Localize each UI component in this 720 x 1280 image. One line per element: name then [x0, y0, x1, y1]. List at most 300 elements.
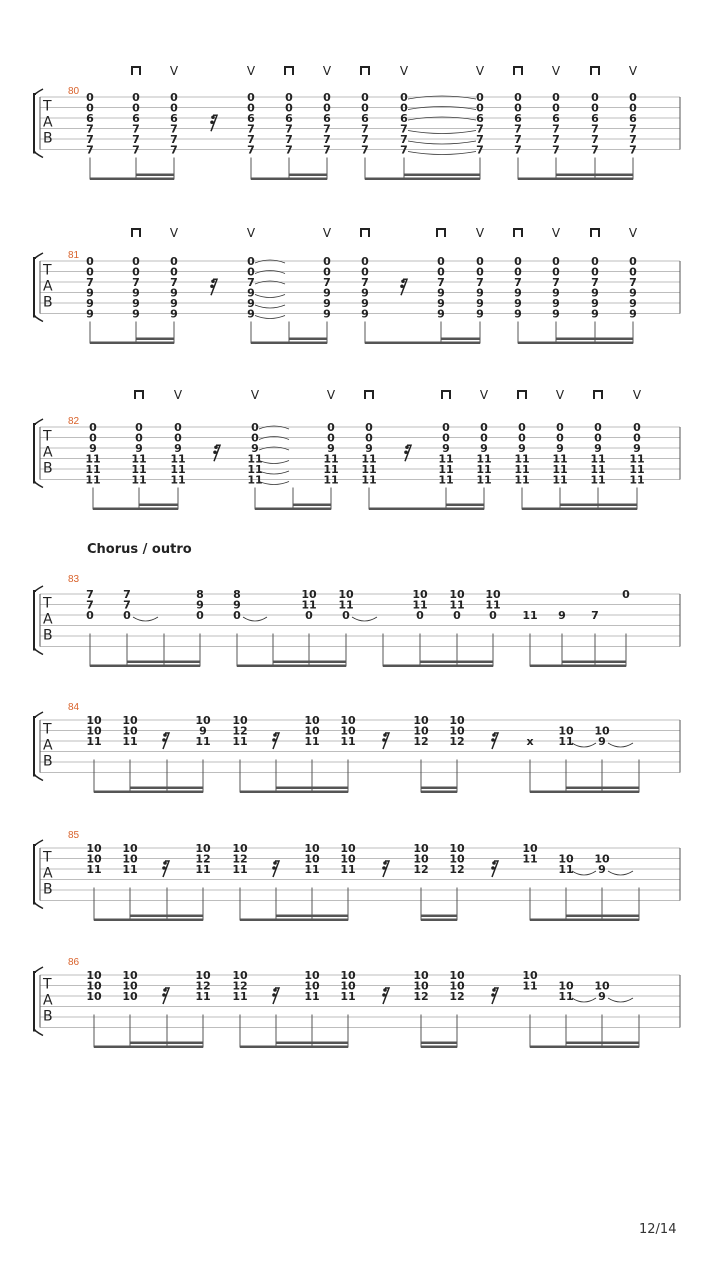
fret-number: 0 [327, 431, 335, 445]
fret-number: 12 [449, 863, 465, 876]
tab-letter-t: T [43, 98, 52, 115]
fret-number: 11 [131, 463, 147, 476]
fret-number: 9 [361, 307, 369, 321]
fret-number: 6 [86, 112, 94, 125]
fret-number: 0 [518, 421, 526, 434]
fret-number: 11 [340, 990, 356, 1003]
fret-number: 7 [247, 133, 255, 146]
fret-number: 11 [522, 852, 538, 866]
fret-number: 11 [323, 452, 339, 466]
downstroke-icon [285, 67, 293, 75]
fret-number: 7 [285, 143, 293, 157]
fret-number: 7 [514, 122, 522, 136]
bar-number: 84 [68, 702, 80, 713]
downstroke-icon [518, 391, 526, 399]
fret-number: 11 [131, 452, 147, 466]
fret-number: 7 [476, 122, 484, 136]
tab-system-83 [34, 542, 680, 667]
fret-number: 10 [122, 714, 138, 727]
fret-number: 0 [514, 265, 522, 279]
fret-number: 11 [195, 863, 211, 876]
fret-number: 0 [476, 265, 484, 279]
fret-number: 11 [438, 463, 454, 476]
fret-number: 0 [591, 101, 599, 115]
fret-number: 7 [476, 143, 484, 157]
fret-number: 9 [327, 442, 335, 455]
fret-number: 10 [413, 724, 429, 738]
tab-system-81 [34, 226, 680, 344]
downstroke-icon [591, 67, 599, 75]
fret-number: 0 [629, 255, 637, 268]
fret-number: 7 [591, 143, 599, 157]
fret-number: 10 [522, 842, 538, 855]
fret-number: 0 [251, 431, 259, 445]
fret-number: 9 [323, 307, 331, 321]
fret-number: 0 [132, 101, 140, 115]
fret-number: 7 [86, 588, 94, 601]
fret-number: 11 [122, 863, 138, 876]
fret-number: 0 [480, 421, 488, 434]
fret-number: 11 [590, 473, 606, 487]
fret-number: 0 [233, 609, 241, 622]
fret-number: 10 [304, 724, 320, 738]
fret-number: 10 [594, 979, 610, 993]
fret-number: 7 [170, 122, 178, 136]
fret-number: 7 [132, 143, 140, 157]
fret-number: 11 [131, 473, 147, 487]
fret-number: 11 [361, 452, 377, 466]
fret-number: 9 [476, 307, 484, 321]
fret-number: 11 [340, 735, 356, 748]
fret-number: 0 [552, 255, 560, 268]
fret-number: 0 [342, 609, 350, 622]
fret-number: 10 [558, 852, 574, 866]
fret-number: 9 [437, 286, 445, 300]
fret-number: 0 [518, 431, 526, 445]
fret-number: 9 [514, 307, 522, 321]
fret-number: 6 [323, 112, 331, 125]
fret-number: 7 [629, 133, 637, 146]
upstroke-icon: V [551, 64, 561, 78]
fret-number: 7 [361, 276, 369, 289]
fret-number: 6 [361, 112, 369, 125]
fret-number: 0 [594, 421, 602, 434]
fret-number: 9 [552, 307, 560, 321]
upstroke-icon: V [322, 226, 332, 240]
fret-number: 7 [552, 143, 560, 157]
downstroke-icon [437, 229, 445, 237]
fret-number: 7 [285, 133, 293, 146]
fret-number: 7 [591, 276, 599, 289]
fret-number: 6 [591, 112, 599, 125]
fret-number: 0 [629, 101, 637, 115]
fret-number: 10 [449, 979, 465, 993]
fret-number: 10 [86, 724, 102, 738]
fret-number: 10 [304, 842, 320, 855]
fret-number: 10 [232, 969, 248, 982]
fret-number: 9 [170, 307, 178, 321]
fret-number: 11 [304, 990, 320, 1003]
fret-number: 10 [412, 588, 428, 601]
fret-number: 11 [558, 863, 574, 876]
fret-number: 9 [552, 297, 560, 310]
fret-number: 7 [86, 276, 94, 289]
section-heading: Chorus / outro [87, 542, 192, 557]
fret-number: 0 [174, 431, 182, 445]
fret-number: 0 [170, 101, 178, 115]
fret-number: 7 [552, 133, 560, 146]
fret-number: 10 [86, 714, 102, 727]
fret-number: 10 [449, 852, 465, 866]
fret-number: 0 [365, 431, 373, 445]
fret-number: 11 [122, 735, 138, 748]
fret-number: 12 [413, 863, 429, 876]
fret-number: 7 [86, 598, 94, 612]
fret-number: 7 [170, 276, 178, 289]
upstroke-icon: V [326, 388, 336, 402]
fret-number: 6 [285, 112, 293, 125]
fret-number: 9 [174, 442, 182, 455]
fret-number: 0 [400, 101, 408, 115]
upstroke-icon: V [246, 226, 256, 240]
fret-number: 10 [301, 588, 317, 601]
fret-number: 0 [476, 91, 484, 104]
upstroke-icon: V [399, 64, 409, 78]
upstroke-icon: V [628, 226, 638, 240]
fret-number: 12 [232, 724, 248, 738]
fret-number: 8 [196, 588, 204, 601]
fret-number: 11 [412, 598, 428, 612]
fret-number: 7 [86, 122, 94, 136]
fret-number: 9 [591, 297, 599, 310]
fret-number: 7 [591, 133, 599, 146]
fret-number: 11 [340, 863, 356, 876]
fret-number: 0 [361, 265, 369, 279]
tab-letter-a: A [43, 278, 53, 295]
upstroke-icon: V [479, 388, 489, 402]
fret-number: 10 [195, 842, 211, 855]
fret-number: 11 [552, 452, 568, 466]
fret-number: 0 [629, 91, 637, 104]
fret-number: 0 [361, 255, 369, 268]
fret-number: 6 [170, 112, 178, 125]
fret-number: 7 [437, 276, 445, 289]
fret-number: 0 [135, 431, 143, 445]
fret-number: 0 [453, 609, 461, 622]
fret-number: 7 [476, 276, 484, 289]
fret-number: 11 [304, 863, 320, 876]
fret-number: 0 [86, 265, 94, 279]
fret-number: 11 [86, 863, 102, 876]
fret-number: 0 [622, 588, 630, 601]
tab-letter-a: A [43, 611, 53, 628]
fret-number: 9 [361, 297, 369, 310]
fret-number: 9 [199, 724, 207, 738]
fret-number: 9 [591, 307, 599, 321]
fret-number: 0 [476, 101, 484, 115]
tab-letter-b: B [43, 1008, 53, 1025]
fret-number: 0 [251, 421, 259, 434]
fret-number: 0 [556, 431, 564, 445]
fret-number: 9 [247, 297, 255, 310]
fret-number: 9 [170, 286, 178, 300]
fret-number: 10 [340, 979, 356, 993]
fret-number: 9 [132, 286, 140, 300]
fret-number: 10 [86, 990, 102, 1003]
fret-number: 0 [594, 431, 602, 445]
fret-number: 11 [247, 463, 263, 476]
fret-number: 11 [476, 463, 492, 476]
fret-number: 0 [132, 91, 140, 104]
tab-letter-t: T [43, 595, 52, 612]
fret-number: 10 [195, 714, 211, 727]
fret-number: 7 [123, 598, 131, 612]
fret-number: 0 [323, 91, 331, 104]
fret-number: 0 [591, 91, 599, 104]
fret-number: 7 [247, 276, 255, 289]
fret-number: 9 [594, 442, 602, 455]
fret-number: 10 [86, 969, 102, 982]
fret-number: 7 [361, 122, 369, 136]
fret-number: 7 [476, 133, 484, 146]
fret-number: 0 [591, 255, 599, 268]
tab-letter-b: B [43, 627, 53, 644]
fret-number: 0 [361, 91, 369, 104]
fret-number: 9 [556, 442, 564, 455]
fret-number: 11 [247, 473, 263, 487]
fret-number: 9 [518, 442, 526, 455]
fret-number: 9 [437, 297, 445, 310]
fret-number: 10 [340, 852, 356, 866]
fret-number: 0 [552, 265, 560, 279]
fret-number: 11 [514, 452, 530, 466]
fret-number: 8 [233, 588, 241, 601]
fret-number: 11 [323, 473, 339, 487]
fret-number: 10 [413, 852, 429, 866]
fret-number: 10 [340, 724, 356, 738]
fret-number: 0 [247, 91, 255, 104]
fret-number: 12 [449, 735, 465, 748]
tab-letter-a: A [43, 737, 53, 754]
downstroke-icon [135, 391, 143, 399]
fret-number: 9 [233, 598, 241, 612]
bar-number: 82 [68, 416, 80, 427]
fret-number: 11 [522, 979, 538, 993]
fret-number: 0 [552, 91, 560, 104]
fret-number: 10 [594, 852, 610, 866]
fret-number: 9 [170, 297, 178, 310]
upstroke-icon: V [246, 64, 256, 78]
tab-letter-t: T [43, 721, 52, 738]
downstroke-icon [132, 229, 140, 237]
downstroke-icon [591, 229, 599, 237]
fret-number: 10 [449, 588, 465, 601]
fret-number: 11 [552, 473, 568, 487]
downstroke-icon [594, 391, 602, 399]
tab-letter-a: A [43, 114, 53, 131]
fret-number: 10 [413, 979, 429, 993]
fret-number: 10 [122, 979, 138, 993]
fret-number: 0 [89, 431, 97, 445]
fret-number: 0 [400, 91, 408, 104]
fret-number: 7 [170, 133, 178, 146]
fret-number: 11 [476, 452, 492, 466]
fret-number: 10 [122, 969, 138, 982]
fret-number: 7 [323, 143, 331, 157]
downstroke-icon [361, 67, 369, 75]
upstroke-icon: V [475, 64, 485, 78]
fret-number: 10 [86, 842, 102, 855]
fret-number: 10 [449, 714, 465, 727]
fret-number: 7 [514, 143, 522, 157]
fret-number: 12 [232, 979, 248, 993]
fret-number: 9 [196, 598, 204, 612]
fret-number: 0 [476, 255, 484, 268]
upstroke-icon: V [628, 64, 638, 78]
tab-letter-a: A [43, 992, 53, 1009]
bar-number: 81 [68, 250, 80, 261]
fret-number: 10 [122, 724, 138, 738]
bar-number: 86 [68, 957, 80, 968]
fret-number: 10 [413, 969, 429, 982]
fret-number: 0 [323, 265, 331, 279]
tab-letter-t: T [43, 262, 52, 279]
fret-number: 11 [338, 598, 354, 612]
fret-number: 0 [86, 609, 94, 622]
fret-number: 10 [195, 969, 211, 982]
fret-number: 0 [247, 255, 255, 268]
fret-number: 0 [556, 421, 564, 434]
fret-number: 0 [174, 421, 182, 434]
fret-number: 7 [629, 143, 637, 157]
fret-number: 11 [629, 452, 645, 466]
fret-number: 0 [442, 431, 450, 445]
fret-number: 7 [123, 588, 131, 601]
fret-number: 9 [442, 442, 450, 455]
fret-number: 0 [591, 265, 599, 279]
fret-number: 11 [85, 463, 101, 476]
fret-number: 0 [86, 255, 94, 268]
downstroke-icon [514, 229, 522, 237]
tab-letter-t: T [43, 849, 52, 866]
upstroke-icon: V [173, 388, 183, 402]
fret-number: 11 [438, 452, 454, 466]
fret-number: 11 [232, 990, 248, 1003]
fret-number: 9 [633, 442, 641, 455]
fret-number: 11 [552, 463, 568, 476]
fret-number: 9 [247, 307, 255, 321]
fret-number: 11 [301, 598, 317, 612]
downstroke-icon [365, 391, 373, 399]
fret-number: 7 [552, 122, 560, 136]
downstroke-icon [442, 391, 450, 399]
upstroke-icon: V [169, 64, 179, 78]
fret-number: 7 [629, 122, 637, 136]
fret-number: 9 [247, 286, 255, 300]
fret-number: 11 [232, 735, 248, 748]
upstroke-icon: V [250, 388, 260, 402]
fret-number: 6 [514, 112, 522, 125]
fret-number: 10 [304, 969, 320, 982]
fret-number: 9 [323, 297, 331, 310]
fret-number: 10 [449, 842, 465, 855]
fret-number: 0 [489, 609, 497, 622]
fret-number: 0 [135, 421, 143, 434]
upstroke-icon: V [322, 64, 332, 78]
tab-system-82 [34, 388, 680, 510]
fret-number: 9 [629, 307, 637, 321]
fret-number: 7 [629, 276, 637, 289]
fret-number: 0 [132, 265, 140, 279]
bar-number: 83 [68, 574, 80, 585]
fret-number: 7 [591, 609, 599, 622]
fret-number: 0 [327, 421, 335, 434]
fret-number: 9 [365, 442, 373, 455]
tab-system-85 [34, 830, 680, 921]
fret-number: 11 [85, 452, 101, 466]
upstroke-icon: V [475, 226, 485, 240]
fret-number: 10 [340, 969, 356, 982]
tab-letter-b: B [43, 130, 53, 147]
fret-number: 10 [122, 842, 138, 855]
fret-number: 0 [323, 101, 331, 115]
fret-number: 0 [442, 421, 450, 434]
fret-number: 10 [304, 714, 320, 727]
fret-number: 9 [591, 286, 599, 300]
fret-number: 0 [552, 101, 560, 115]
fret-number: 11 [85, 473, 101, 487]
fret-number: 11 [485, 598, 501, 612]
fret-number: 12 [449, 990, 465, 1003]
fret-number: 0 [514, 91, 522, 104]
fret-number: 0 [132, 255, 140, 268]
fret-number: 0 [514, 101, 522, 115]
fret-number: 0 [480, 431, 488, 445]
fret-number: 9 [86, 297, 94, 310]
fret-number: 12 [413, 990, 429, 1003]
fret-number: 12 [232, 852, 248, 866]
fret-number: 6 [400, 112, 408, 125]
fret-number: 11 [247, 452, 263, 466]
fret-number: 7 [400, 143, 408, 157]
tab-letter-a: A [43, 444, 53, 461]
page-number: 12/14 [639, 1222, 677, 1237]
fret-number: 0 [437, 265, 445, 279]
fret-number: 9 [558, 609, 566, 622]
fret-number: 11 [170, 463, 186, 476]
fret-number: 6 [476, 112, 484, 125]
fret-number: 11 [629, 463, 645, 476]
fret-number: 9 [598, 863, 606, 876]
tab-system-86 [34, 957, 680, 1048]
tab-letter-a: A [43, 865, 53, 882]
fret-number: 11 [522, 609, 538, 622]
fret-number: 7 [132, 133, 140, 146]
fret-number: 10 [232, 842, 248, 855]
downstroke-icon [132, 67, 140, 75]
tab-letter-b: B [43, 881, 53, 898]
fret-number: 7 [247, 122, 255, 136]
fret-number: 0 [247, 265, 255, 279]
bar-number: 80 [68, 86, 80, 97]
fret-number: 9 [476, 286, 484, 300]
fret-number: 11 [170, 452, 186, 466]
fret-number: 11 [304, 735, 320, 748]
fret-number: 9 [89, 442, 97, 455]
fret-number: 10 [122, 990, 138, 1003]
fret-number: 7 [170, 143, 178, 157]
fret-number: 7 [323, 276, 331, 289]
